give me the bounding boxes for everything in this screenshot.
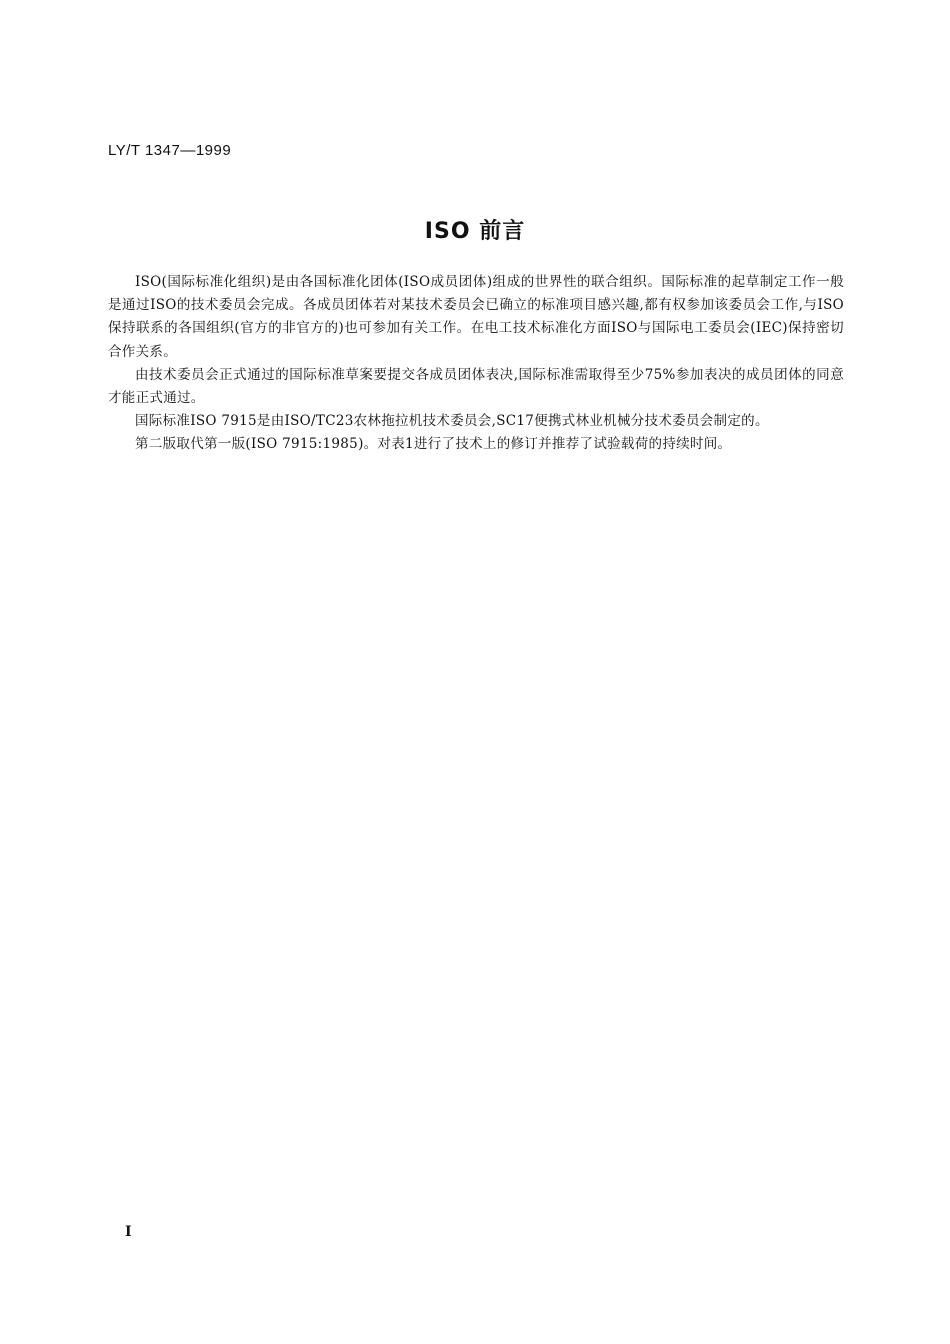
paragraph: 国际标准ISO 7915是由ISO/TC23农林拖拉机技术委员会,SC17便携式林业机械分技术委员会制定的。 [135,413,769,430]
paragraph: 第二版取代第一版(ISO 7915:1985)。对表1进行了技术上的修订并推荐了试验载荷的持续时间。 [135,436,732,453]
paragraph: ISO(国际标准化组织)是由各国标准化团体(ISO成员团体)组成的世界性的联合组织。国际标准的起草制定工作一般是通过ISO的技术委员会完成。各成员团体若对某技术委员会已确立的标准项目感兴趣,都有权参加该委员会工作,与ISO保持联系的各国组织(官方的非官方的)也可参加有关工作。在电工技术标准化方面ISO与国际电工委员会(IEC)保持密切合作关系。 [108,274,844,360]
paragraph: 由技术委员会正式通过的国际标准草案要提交各成员团体表决,国际标准需取得至少75%参加表决的成员团体的同意才能正式通过。 [108,366,844,407]
page-number: I [125,1224,132,1240]
foreword-body [108,271,844,457]
section-title: ISO 前言 [424,219,526,244]
standard-code: LY/T 1347—1999 [108,142,232,159]
